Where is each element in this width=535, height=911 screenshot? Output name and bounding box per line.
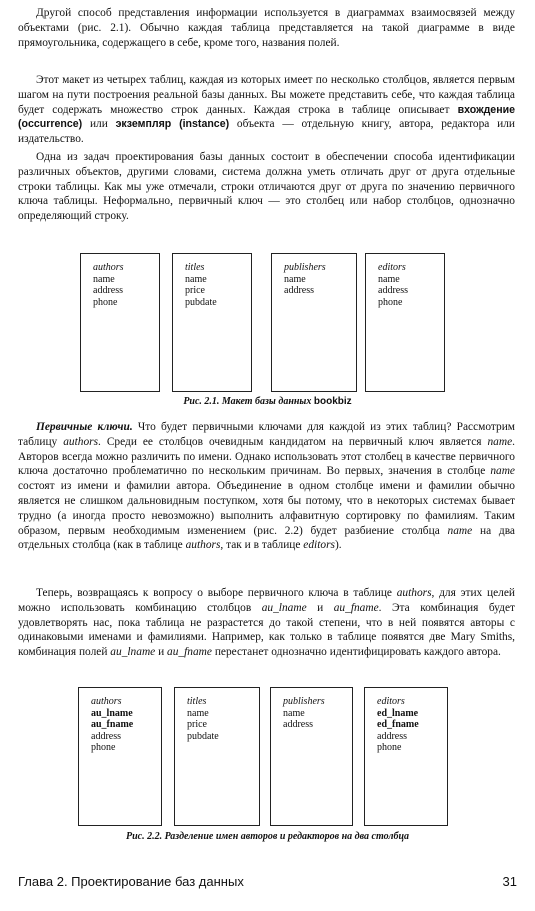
- term-occurrence: вхождение (occurrence): [18, 103, 515, 131]
- caption-db-name: bookbiz: [313, 396, 352, 407]
- fig1-table-publishers: [271, 253, 357, 392]
- fig2-table-publishers: [270, 687, 353, 826]
- field: phone: [378, 296, 403, 308]
- text-run: ).: [334, 539, 342, 552]
- field: price: [185, 285, 205, 296]
- paragraph-2: [18, 73, 515, 147]
- field: address: [378, 285, 408, 296]
- fig1-caption: [0, 396, 535, 407]
- caption-text: Рис. 2.2. Разделение имен авторов и редакторов на два столбца: [125, 831, 410, 842]
- table-name: publishers: [284, 262, 326, 273]
- field: address: [93, 285, 123, 296]
- ref-editors: editors: [303, 539, 335, 552]
- table-name: authors: [93, 262, 124, 273]
- ref-authors: authors: [396, 587, 432, 599]
- field-key: au_lname: [91, 707, 133, 719]
- table-name: titles: [185, 262, 205, 273]
- field: name: [93, 273, 115, 285]
- field: name: [284, 273, 306, 285]
- term-instance: экземпляр (instance): [115, 118, 230, 131]
- field: name: [185, 273, 207, 285]
- field: address: [283, 719, 313, 730]
- field: phone: [91, 742, 116, 753]
- ref-name: name: [487, 435, 513, 448]
- text-run: объекта — отдельную книгу, автора, редактора или издательство.: [18, 118, 515, 146]
- fig2-table-authors: [78, 687, 162, 826]
- field: address: [91, 730, 121, 742]
- ref-au-lname: au_lname: [110, 646, 156, 659]
- fig1-table-authors: [80, 253, 160, 392]
- table-name: editors: [378, 262, 406, 273]
- text-run: состоят из имени и фамилии автора. Объединение в одном столбце имени и фамилии обычно является не слишком дальновидным поступком, хотя бы потому, что в некоторых системах бывает трудно (а иногда просто невозможно) выполнить алфавитную сортировку по фамилиям. Таким образом, первым необходимым изменением (рис. 2.2) будет разбиение столбца: [18, 480, 515, 537]
- text-run: , для этих целей можно использовать комбинацию столбцов: [18, 587, 515, 614]
- paragraph-1: [18, 6, 515, 50]
- field: name: [378, 273, 400, 285]
- section-run-in-heading: Первичные ключи.: [36, 421, 133, 433]
- fig1-table-editors: [365, 253, 445, 392]
- table-name: authors: [91, 696, 122, 707]
- page-footer: [18, 874, 517, 889]
- field: price: [187, 719, 207, 730]
- table-name: editors: [377, 696, 405, 707]
- field-key: ed_lname: [377, 707, 419, 719]
- caption-text: Рис. 2.1. Макет базы данных: [183, 396, 314, 407]
- text-run: и: [306, 601, 334, 614]
- ref-authors: authors: [185, 539, 221, 552]
- ref-name: name: [490, 465, 515, 478]
- field: phone: [377, 742, 402, 753]
- field: pubdate: [185, 296, 217, 308]
- fig1-table-titles: [172, 253, 252, 392]
- field: pubdate: [187, 730, 219, 742]
- paragraph-text: Одна из задач проектирования базы данных состоит в обеспечении способа идентификации различных объектов, другими словами, система должна уметь отличать друг от друга отдельные строки таблицы. Как мы уже отмечали, строки отличаются друг от друга по значению первичного ключа таблицы. Неформально, первичный ключ — это столбец или набор столбцов, однозначно определяющий строку.: [18, 151, 515, 223]
- field: phone: [93, 296, 118, 308]
- text-run: Теперь, возвращаясь к вопросу о выборе первичного ключа в таблице: [36, 587, 397, 599]
- text-run: Этот макет из четырех таблиц, каждая из которых имеет по несколько столбцов, является первым шагом на пути построения реальной базы данных. Вы можете представить себе, что каждая таблица будет содержать множество строк данных. Каждая строка в таблице описывает: [18, 74, 515, 116]
- ref-au-fname: au_fname: [333, 601, 379, 614]
- field-key: ed_fname: [377, 719, 419, 730]
- field: address: [284, 285, 314, 296]
- fig2-table-titles: [174, 687, 260, 826]
- table-name: titles: [187, 696, 207, 707]
- text-run: . Эта комбинация будет удовлетворять нас, пока таблица не разрастется до такой степени, что в ней появятся авторы с одинаковыми именами и фамилиями. Например, как только в таблице появятся две Mary Smiths, комбинация полей: [18, 601, 515, 659]
- ref-name: name: [447, 524, 473, 537]
- paragraph-3: [18, 150, 515, 224]
- field: name: [187, 707, 209, 719]
- chapter-title: Глава 2. Проектирование баз данных: [18, 874, 244, 889]
- field-key: au_fname: [91, 719, 134, 730]
- ref-authors: authors: [63, 435, 99, 448]
- ref-au-lname: au_lname: [261, 601, 307, 614]
- text-run: , так и в таблице: [220, 539, 304, 552]
- text-run: и: [155, 646, 168, 659]
- ref-au-fname: au_fname: [167, 646, 212, 659]
- paragraph-5: [18, 586, 515, 660]
- fig2-table-editors: [364, 687, 448, 826]
- text-run: . Авторов всегда можно различить по имени. Однако использовать этот столбец в качестве первичного ключа достаточно проблематично по нескольким причинам. Во первых, значения в столбце: [18, 435, 516, 478]
- paragraph-text: Другой способ представления информации используется в диаграммах взаимосвязей между объектами (рис. 2.1). Обычно каждая таблица представляется на такой диаграмме в виде прямоугольника, содержащего в себе, кроме того, названия полей.: [18, 7, 515, 49]
- page-number: 31: [502, 874, 517, 889]
- fig2-caption: [0, 831, 535, 842]
- text-run: или: [82, 118, 116, 131]
- text-run: Что будет первичными ключами для каждой из этих таблиц? Рассмотрим таблицу: [18, 421, 515, 448]
- field: name: [283, 707, 305, 719]
- text-run: на два отдельных столбца (как в таблице: [18, 524, 515, 552]
- paragraph-4: [18, 420, 515, 553]
- text-run: перестанет однозначно идентифицировать каждого автора.: [211, 646, 501, 659]
- table-name: publishers: [283, 696, 325, 707]
- text-run: . Среди ее столбцов очевидным кандидатом на первичный ключ является: [98, 435, 488, 448]
- field: address: [377, 730, 407, 742]
